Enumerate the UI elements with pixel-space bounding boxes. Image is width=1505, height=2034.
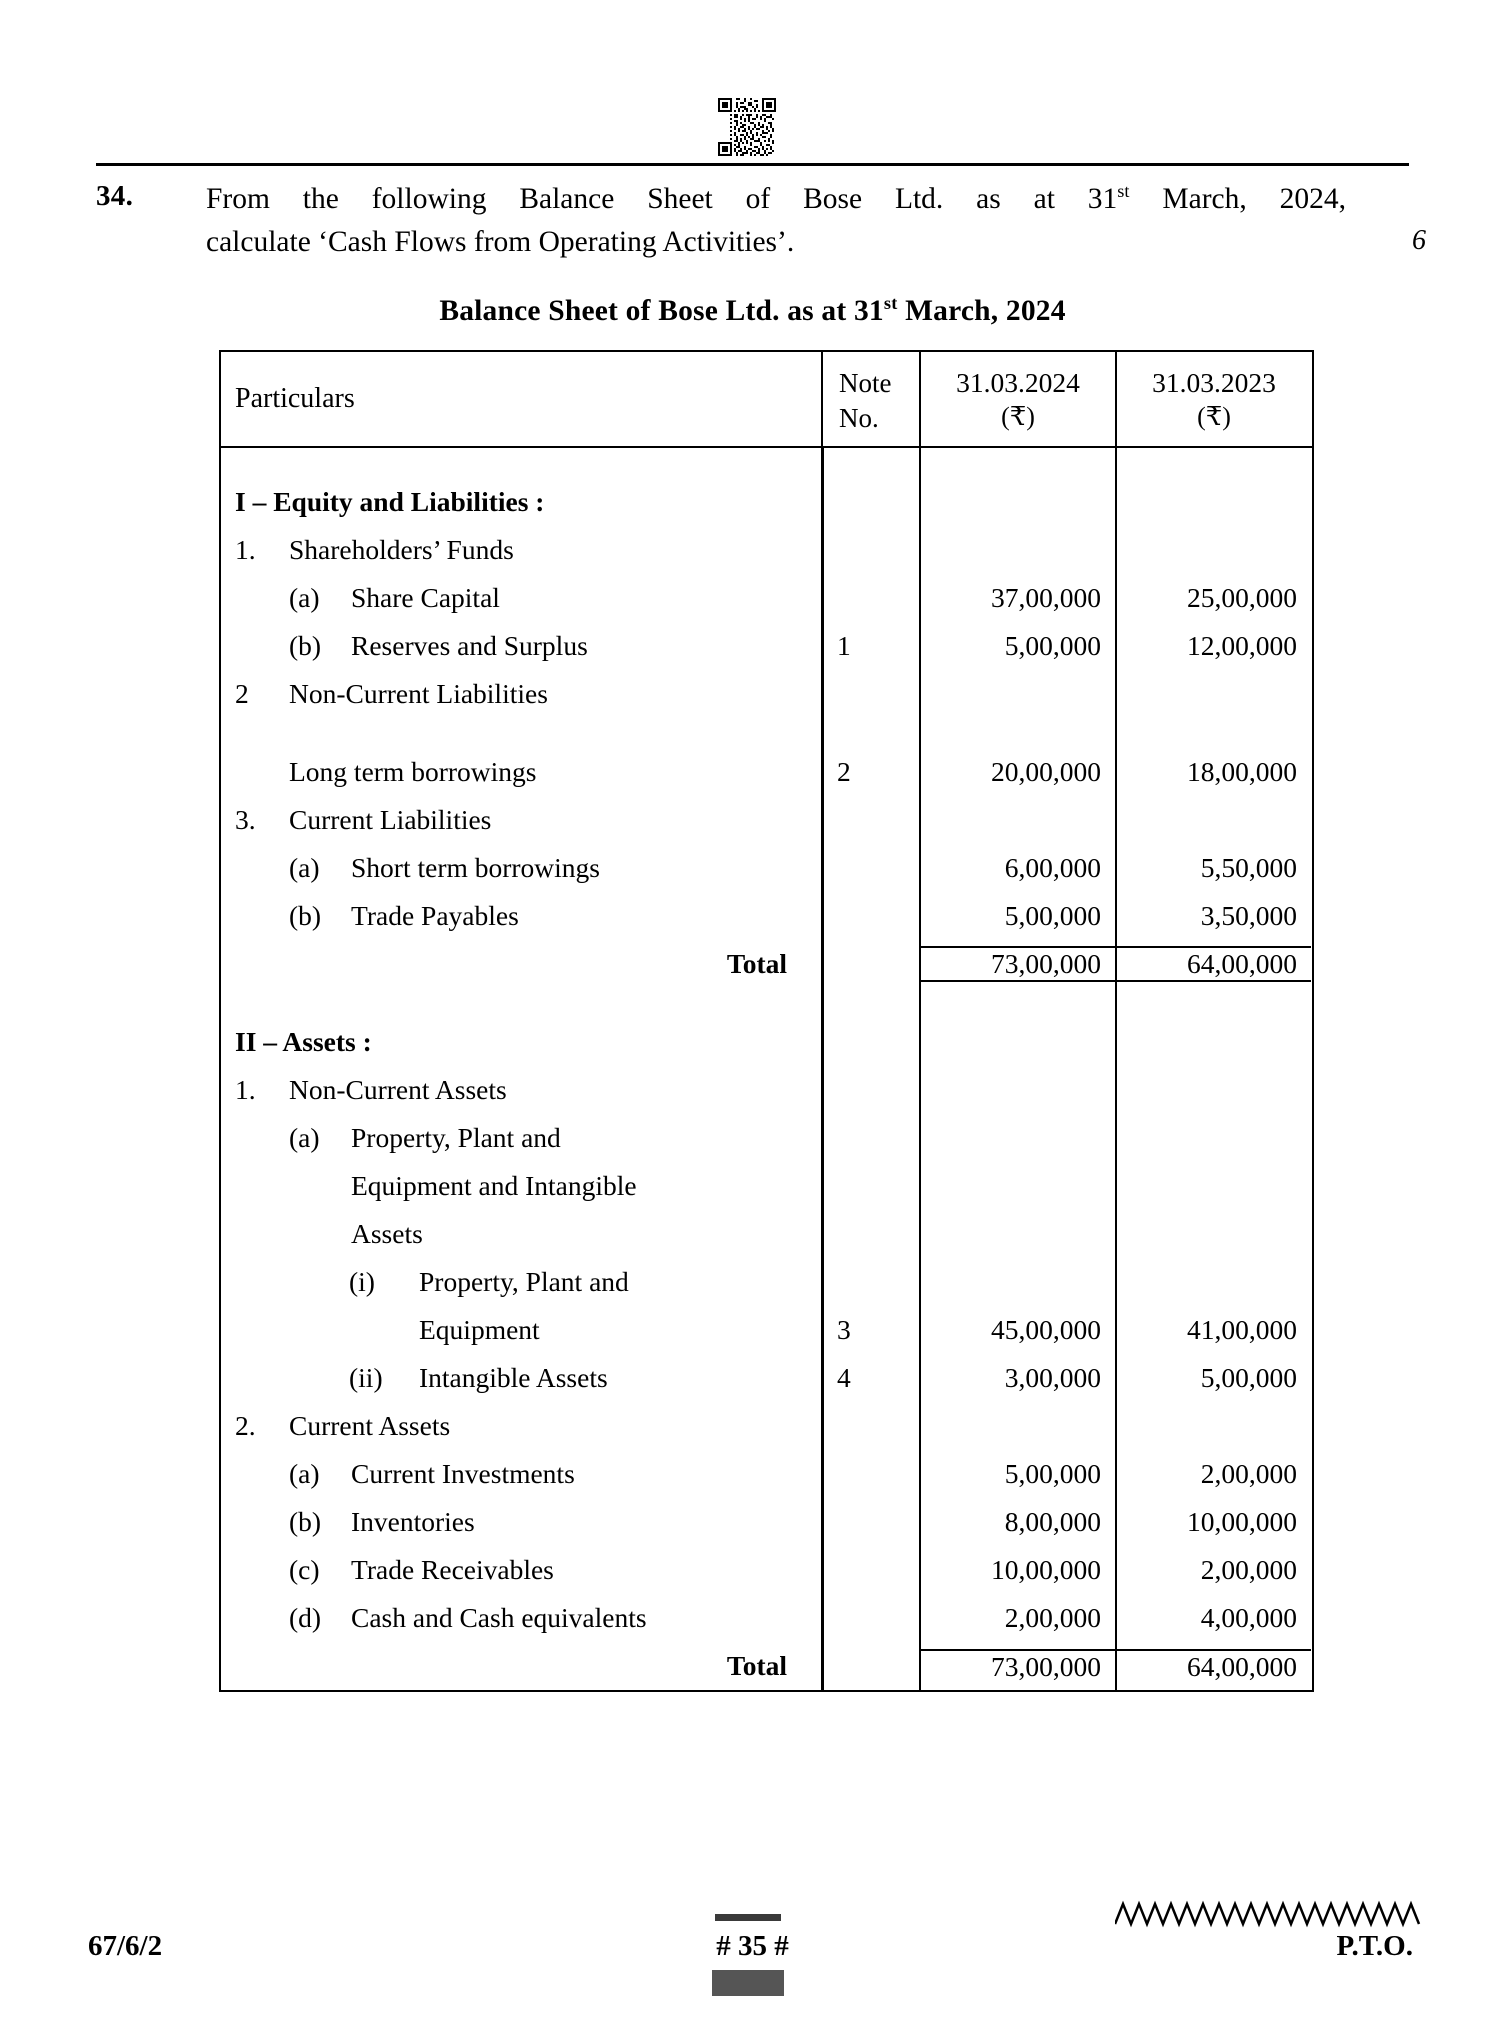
row-marker: (ii) [349, 1362, 383, 1393]
row-text: Current Investments [351, 1458, 575, 1489]
amount-2023: 10,00,000 [1187, 1506, 1297, 1537]
amount-2023: 12,00,000 [1187, 630, 1297, 661]
note-cell: 1 [837, 630, 851, 661]
row-label-short-term-borrowings [221, 852, 821, 884]
row-label-current-assets [221, 1410, 821, 1442]
note-cell: 4 [837, 1362, 851, 1393]
row-label-property-plant-equipment [221, 1266, 821, 1298]
amount-2023: 2,00,000 [1200, 1554, 1297, 1585]
row-marker: (b) [289, 900, 322, 931]
table-title-ordinal: st [883, 293, 898, 314]
total-label: Total [726, 1650, 787, 1681]
table-title-part1: Balance Sheet of Bose Ltd. as at 31 [439, 295, 884, 327]
amount-2024: 5,00,000 [1004, 900, 1101, 931]
header-rule [96, 163, 1409, 166]
amount-2024: 45,00,000 [991, 1314, 1101, 1345]
total-label: Total [726, 948, 787, 979]
table-row [221, 1210, 1312, 1258]
row-label-intangible-assets [221, 1362, 821, 1394]
row-marker: (a) [289, 1458, 320, 1489]
table-row [221, 1402, 1312, 1450]
note-header-line1: Note [839, 368, 892, 399]
row-text: Intangible Assets [419, 1362, 608, 1393]
table-row [221, 748, 1312, 796]
table-row [221, 892, 1312, 940]
row-label-current-investments [221, 1458, 821, 1490]
row-label-share-capital [221, 582, 821, 614]
row-label-property-plant-equipment-line2: Equipment [419, 1314, 540, 1345]
row-marker: 2. [235, 1410, 256, 1441]
amount-2023: 2,00,000 [1200, 1458, 1297, 1489]
zigzag-decoration [1115, 1900, 1425, 1930]
table-row [221, 844, 1312, 892]
year-2024-label: 31.03.2024 [956, 366, 1080, 398]
row-label-ppe-intangible-line2: Equipment and Intangible [351, 1170, 637, 1201]
row-text: Non-Current Assets [289, 1074, 507, 1105]
table-row [221, 1018, 1312, 1066]
column-divider-3 [1115, 448, 1117, 1690]
amount-2024: 3,00,000 [1004, 1362, 1101, 1393]
row-text: Cash and Cash equivalents [351, 1602, 647, 1633]
section-heading-assets: II – Assets : [235, 1026, 372, 1057]
total-amount-2023: 64,00,000 [1115, 946, 1311, 982]
row-text: Property, Plant and [351, 1122, 561, 1153]
column-header-note-no [821, 352, 919, 446]
row-text: Non-Current Liabilities [289, 678, 548, 709]
row-label-cash-equivalents [221, 1602, 821, 1634]
amount-2023: 5,00,000 [1200, 1362, 1297, 1393]
table-row [221, 1162, 1312, 1210]
qr-code-icon [718, 98, 776, 156]
row-label-trade-payables [221, 900, 821, 932]
page-footer [0, 1908, 1505, 1998]
row-marker: 1. [235, 1074, 256, 1105]
question-text [206, 178, 1346, 265]
page-marker: # 35 # [716, 1930, 789, 1962]
amount-2023: 3,50,000 [1200, 900, 1297, 931]
row-marker: 2 [235, 678, 249, 709]
amount-2024: 8,00,000 [1004, 1506, 1101, 1537]
paper-code: 67/6/2 [88, 1930, 163, 1962]
question-text-part1: From the following Balance Sheet of Bose Ltd. as at 31 [206, 183, 1118, 215]
section-heading-equity-liabilities: I – Equity and Liabilities : [235, 486, 545, 517]
table-row [221, 1114, 1312, 1162]
table-row [221, 796, 1312, 844]
column-divider-1 [821, 448, 824, 1690]
amount-2024: 37,00,000 [991, 582, 1101, 613]
row-label-shareholders-funds [221, 534, 821, 566]
row-marker: (i) [349, 1266, 375, 1297]
spacer-row [221, 718, 1312, 748]
row-text: Trade Receivables [351, 1554, 554, 1585]
row-label-ppe-intangible-line3: Assets [351, 1218, 423, 1249]
pto-label: P.T.O. [1336, 1930, 1413, 1962]
column-divider-2 [919, 448, 921, 1690]
total-amount-2024: 73,00,000 [919, 946, 1115, 982]
table-title [0, 295, 1505, 328]
year-2024-unit: (₹) [1001, 401, 1035, 431]
question-text-line2: calculate ‘Cash Flows from Operating Activities’. [206, 226, 795, 259]
table-row [221, 1546, 1312, 1594]
table-row [221, 1594, 1312, 1642]
row-text: Current Liabilities [289, 804, 492, 835]
row-marker: (b) [289, 630, 322, 661]
column-header-particulars: Particulars [235, 383, 355, 414]
table-total-row-liabilities [221, 940, 1312, 988]
note-cell: 3 [837, 1314, 851, 1345]
row-marker: (a) [289, 582, 320, 613]
table-row [221, 1354, 1312, 1402]
row-marker: (b) [289, 1506, 322, 1537]
table-header-row [221, 352, 1312, 448]
row-marker: (a) [289, 852, 320, 883]
row-text: Current Assets [289, 1410, 451, 1441]
table-row [221, 670, 1312, 718]
table-row [221, 1450, 1312, 1498]
table-row [221, 1498, 1312, 1546]
amount-2024: 5,00,000 [1004, 630, 1101, 661]
row-label-inventories [221, 1506, 821, 1538]
page-marker-bar-top [715, 1914, 781, 1921]
amount-2023: 5,50,000 [1200, 852, 1297, 883]
table-row [221, 1066, 1312, 1114]
table-row [221, 478, 1312, 526]
amount-2023: 18,00,000 [1187, 756, 1297, 787]
row-text: Trade Payables [351, 900, 519, 931]
row-text: Short term borrowings [351, 852, 601, 883]
column-header-year-2024 [919, 352, 1115, 446]
row-text: Property, Plant and [419, 1266, 629, 1297]
amount-2024: 20,00,000 [991, 756, 1101, 787]
question-text-part2: March, 2024, [1129, 183, 1346, 215]
amount-2024: 2,00,000 [1004, 1602, 1101, 1633]
total-amount-2023: 64,00,000 [1115, 1649, 1311, 1683]
table-row [221, 622, 1312, 670]
table-title-part2: March, 2024 [897, 295, 1066, 327]
question-block [96, 178, 1426, 265]
row-text: Shareholders’ Funds [289, 534, 514, 565]
row-text: Reserves and Surplus [351, 630, 588, 661]
amount-2024: 10,00,000 [991, 1554, 1101, 1585]
row-label-long-term-borrowings: Long term borrowings [289, 756, 537, 787]
page-marker-bar-bottom [712, 1970, 784, 1996]
column-header-year-2023 [1115, 352, 1311, 446]
row-label-ppe-intangible [221, 1122, 821, 1154]
row-label-current-liabilities [221, 804, 821, 836]
spacer-row [221, 988, 1312, 1018]
row-marker: (d) [289, 1602, 322, 1633]
balance-sheet-table [219, 350, 1314, 1692]
table-row [221, 526, 1312, 574]
table-row [221, 1306, 1312, 1354]
row-label-non-current-liabilities [221, 678, 821, 710]
amount-2023: 25,00,000 [1187, 582, 1297, 613]
note-cell: 2 [837, 756, 851, 787]
row-marker: (a) [289, 1122, 320, 1153]
amount-2024: 6,00,000 [1004, 852, 1101, 883]
amount-2023: 4,00,000 [1200, 1602, 1297, 1633]
row-label-reserves-surplus [221, 630, 821, 662]
row-label-trade-receivables [221, 1554, 821, 1586]
note-header-line2: No. [839, 402, 879, 433]
row-marker: 3. [235, 804, 256, 835]
row-label-non-current-assets [221, 1074, 821, 1106]
question-number: 34. [96, 180, 134, 212]
table-row [221, 574, 1312, 622]
ordinal-suffix: st [1117, 181, 1130, 202]
row-text: Inventories [351, 1506, 475, 1537]
year-2023-label: 31.03.2023 [1152, 366, 1276, 398]
total-amount-2024: 73,00,000 [919, 1649, 1115, 1683]
year-2023-unit: (₹) [1197, 401, 1231, 431]
amount-2024: 5,00,000 [1004, 1458, 1101, 1489]
table-total-row-assets [221, 1642, 1312, 1690]
row-text: Share Capital [351, 582, 500, 613]
amount-2023: 41,00,000 [1187, 1314, 1297, 1345]
marks-indicator: 6 [1412, 225, 1426, 256]
row-marker: (c) [289, 1554, 320, 1585]
table-body [221, 448, 1312, 1690]
table-row [221, 1258, 1312, 1306]
spacer-row [221, 448, 1312, 478]
row-marker: 1. [235, 534, 256, 565]
